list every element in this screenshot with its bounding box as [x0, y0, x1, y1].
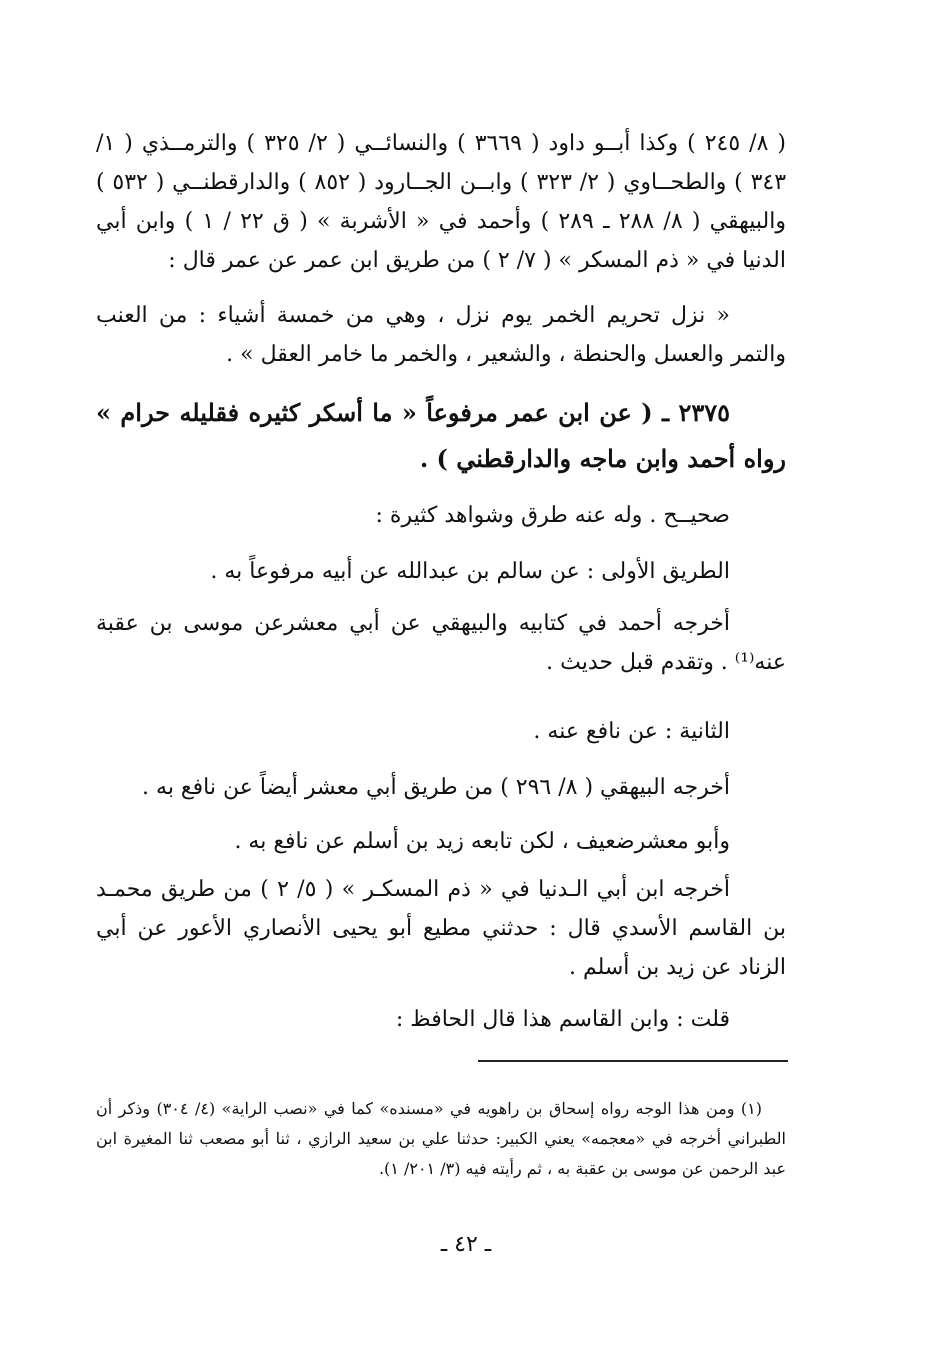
footnote-separator: [478, 1060, 788, 1062]
paragraph-first-route: الطريق الأولى : عن سالم بن عبدالله عن أبيه مرفوعاً به .: [210, 559, 730, 584]
footnote: (١) ومن هذا الوجه رواه إسحاق بن راهويه في «مسنده» كما في «نصب الراية» (٤/ ٣٠٤) وذكر أن الطبراني أخرجه في «معجمه» يعني الكبير: حدثنا علي بن سعيد الرازي ، ثنا أبو مصعب ثنا المغيرة ابن عبد الرحمن عن موسى بن عقبة به ، ثم رأيته فيه (٣/ ٢٠١/ ١).: [96, 1099, 786, 1178]
paragraph-second-route-source: أخرجه البيهقي ( ٨/ ٢٩٦ ) من طريق أبي معشر أيضاً عن نافع به .: [142, 775, 730, 800]
paragraph-ibn-abi-dunya: أخرجه ابن أبي الـدنيا في « ذم المسكـر » ( ٥/ ٢ ) من طريق محمـد بن القاسم الأسدي قال : حدثني مطيع أبو يحيى الأنصاري الأعور عن أبي الزناد عن زيد بن أسلم .: [96, 877, 786, 980]
paragraph-quote: « نزل تحريم الخمر يوم نزل ، وهي من خمسة أشياء : من العنب والتمر والعسل والحنطة ، والشعير ، والخمر ما خامر العقل » .: [96, 303, 786, 367]
paragraph-conclusion: قلت : وابن القاسم هذا قال الحافظ :: [395, 1007, 730, 1032]
paragraph-references: ( ٨/ ٢٤٥ ) وكذا أبــو داود ( ٣٦٦٩ ) والنسائــي ( ٢/ ٣٢٥ ) والترمــذي ( ١/ ٣٤٣ ) والطحــاوي ( ٢/ ٣٢٣ ) وابــن الجــارود ( ٨٥٢ ) والدارقطنــي ( ٥٣٢ ) والبيهقي ( ٨/ ٢٨٨ ـ ٢٨٩ ) وأحمد في « الأشربة » ( ق ٢٢ / ١ ) وابن أبي الدنيا في « ذم المسكر » ( ٧/ ٢ ) من طريق ابن عمر عن عمر قال :: [96, 131, 787, 273]
paragraph-first-route-source: أخرجه أحمد في كتابيه والبيهقي عن أبي معشرعن موسى بن عقبة عنه⁽¹⁾ . وتقدم قبل حديث .: [96, 611, 786, 675]
paragraph-hadith-2375: ٢٣٧٥ ـ ( عن ابن عمر مرفوعاً « ما أسكر كثيره فقليله حرام » رواه أحمد وابن ماجه والدارقطني ) .: [96, 398, 786, 473]
paragraph-grading: صحيــح . وله عنه طرق وشواهد كثيرة :: [375, 503, 730, 528]
paragraph-second-route: الثانية : عن نافع عنه .: [533, 719, 730, 744]
paragraph-abu-mashar: وأبو معشرضعيف ، لكن تابعه زيد بن أسلم عن نافع به .: [234, 829, 730, 854]
page-number: ـ ٤٢ ـ: [440, 1232, 492, 1257]
